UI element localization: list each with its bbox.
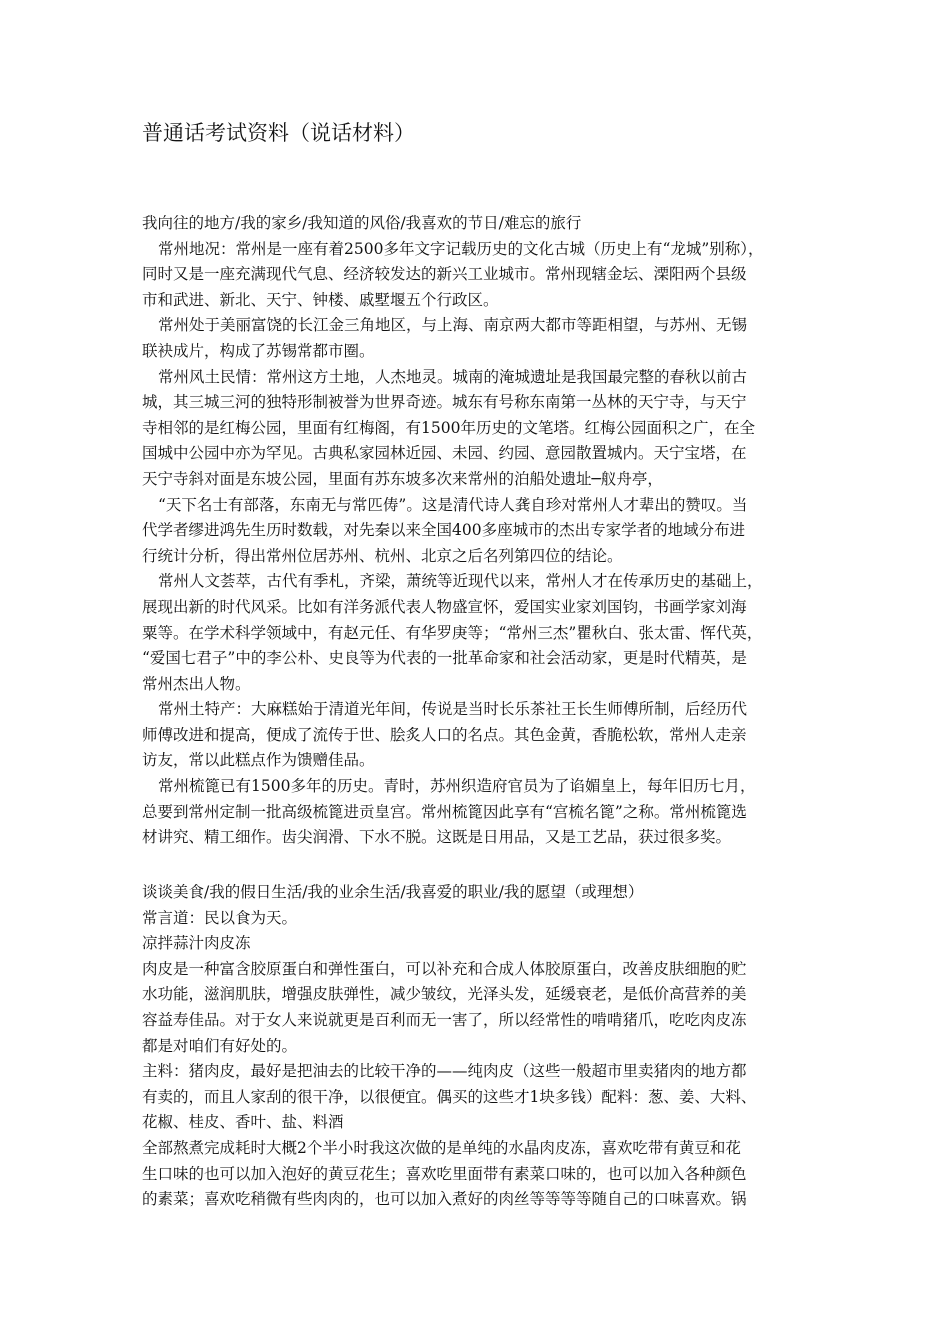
paragraph-line: 粟等。在学术科学领域中，有赵元任、有华罗庚等；“常州三杰”瞿秋白、张太雷、恽代英， [142,623,763,642]
paragraph-line: 常州风土民情：常州这方土地，人杰地灵。城南的淹城遗址是我国最完整的春秋以前古 [158,367,748,386]
document-title: 普通话考试资料（说话材料） [142,121,415,145]
section-hometown [142,211,822,851]
section-heading: 我向往的地方/我的家乡/我知道的风俗/我喜欢的节日/难忘的旅行 [142,214,582,232]
paragraph-line: 寺相邻的是红梅公园，里面有红梅阁，有1500年历史的文笔塔。红梅公园面积之广，在全 [142,418,755,437]
paragraph-line: 代学者缪进鸿先生历时数载，对先秦以来全国400多座城市的杰出专家学者的地域分布进 [142,521,746,540]
paragraph-line: 肉皮是一种富含胶原蛋白和弹性蛋白，可以补充和合成人体胶原蛋白，改善皮肤细胞的贮 [142,959,747,978]
paragraph-line: 主料：猪肉皮，最好是把油去的比较干净的——纯肉皮（这些一般超市里卖猪肉的地方都 [142,1062,747,1081]
paragraph-line: “天下名士有部落，东南无与常匹俦”。这是清代诗人龚自珍对常州人才辈出的赞叹。当 [158,495,748,514]
paragraph-line: 常州杰出人物。 [142,674,251,693]
paragraph-line: 常州土特产：大麻糕始于清道光年间，传说是当时长乐茶社王长生师傅所制，后经历代 [158,700,748,719]
paragraph-line: “爱国七君子”中的李公朴、史良等为代表的一批革命家和社会活动家，更是时代精英，是 [142,649,747,668]
paragraph-line: 花椒、桂皮、香叶、盐、料酒 [142,1113,344,1132]
paragraph-line: 常州梳篦已有1500多年的历史。青时，苏州织造府官员为了谄媚皇上，每年旧历七月， [158,777,756,796]
recipe-title: 凉拌蒜汁肉皮冻 [142,934,251,953]
paragraph-line: 有卖的，而且人家刮的很干净，以很便宜。偶买的这些才1块多钱）配料：葱、姜、大料、 [142,1087,757,1106]
paragraph-line: 访友，常以此糕点作为馈赠佳品。 [142,751,375,770]
paragraph-line: 师傅改进和提高，便成了流传于世、脍炙人口的名点。其色金黄，香脆松软，常州人走亲 [142,725,747,744]
paragraph-line: 城，其三城三河的独特形制被誉为世界奇迹。城东有号称东南第一丛林的天宁寺，与天宁 [142,393,747,412]
paragraph-line: 材讲究、精工细作。齿尖润滑、下水不脱。这既是日用品，又是工艺品，获过很多奖。 [142,828,732,847]
paragraph-line: 都是对咱们有好处的。 [142,1036,298,1055]
paragraph-line: 市和武进、新北、天宁、钟楼、戚墅堰五个行政区。 [142,290,499,309]
paragraph-line: 常州处于美丽富饶的长江金三角地区，与上海、南京两大都市等距相望，与苏州、无锡 [158,316,748,335]
paragraph-line: 常言道：民以食为天。 [142,908,298,927]
paragraph-line: 行统计分析，得出常州位居苏州、杭州、北京之后名列第四位的结论。 [142,546,623,565]
paragraph-line: 联袂成片，构成了苏锡常都市圈。 [142,341,375,360]
paragraph-line: 同时又是一座充满现代气息、经济较发达的新兴工业城市。常州现辖金坛、溧阳两个县级 [142,265,747,284]
paragraph-line: 常州地况：常州是一座有着2500多年文字记载历史的文化古城（历史上有“龙城”别称）， [158,239,764,258]
section-heading: 谈谈美食/我的假日生活/我的业余生活/我喜爱的职业/我的愿望（或理想） [142,883,644,901]
paragraph-line: 容益寿佳品。对于女人来说就更是百利而无一害了，所以经常性的啃啃猪爪，吃吃肉皮冻 [142,1010,747,1029]
paragraph-line: 天宁寺斜对面是东坡公园，里面有苏东坡多次来常州的泊船处遗址─舣舟亭， [142,469,663,488]
paragraph-line: 的素菜；喜欢吃稍微有些肉肉的，也可以加入煮好的肉丝等等等等随自己的口味喜欢。锅 [142,1190,747,1209]
paragraph-line: 展现出新的时代风采。比如有洋务派代表人物盛宣怀，爱国实业家刘国钧，书画学家刘海 [142,597,747,616]
section-food [142,880,822,1213]
paragraph-line: 生口味的也可以加入泡好的黄豆花生；喜欢吃里面带有素菜口味的，也可以加入各种颜色 [142,1164,747,1183]
paragraph-line: 国城中公园中亦为罕见。古典私家园林近园、未园、约园、意园散置城内。天宁宝塔，在 [142,444,747,463]
paragraph-line: 常州人文荟萃，古代有季札，齐梁，萧统等近现代以来，常州人才在传承历史的基础上， [158,572,763,591]
paragraph-line: 总要到常州定制一批高级梳篦进贡皇宫。常州梳篦因此享有“宫梳名篦”之称。常州梳篦选 [142,802,747,821]
paragraph-line: 水功能，滋润肌肤，增强皮肤弹性，减少皱纹，光泽头发，延缓衰老，是低价高营养的美 [142,985,747,1004]
paragraph-line: 全部熬煮完成耗时大概2个半小时我这次做的是单纯的水晶肉皮冻，喜欢吃带有黄豆和花 [142,1138,741,1157]
